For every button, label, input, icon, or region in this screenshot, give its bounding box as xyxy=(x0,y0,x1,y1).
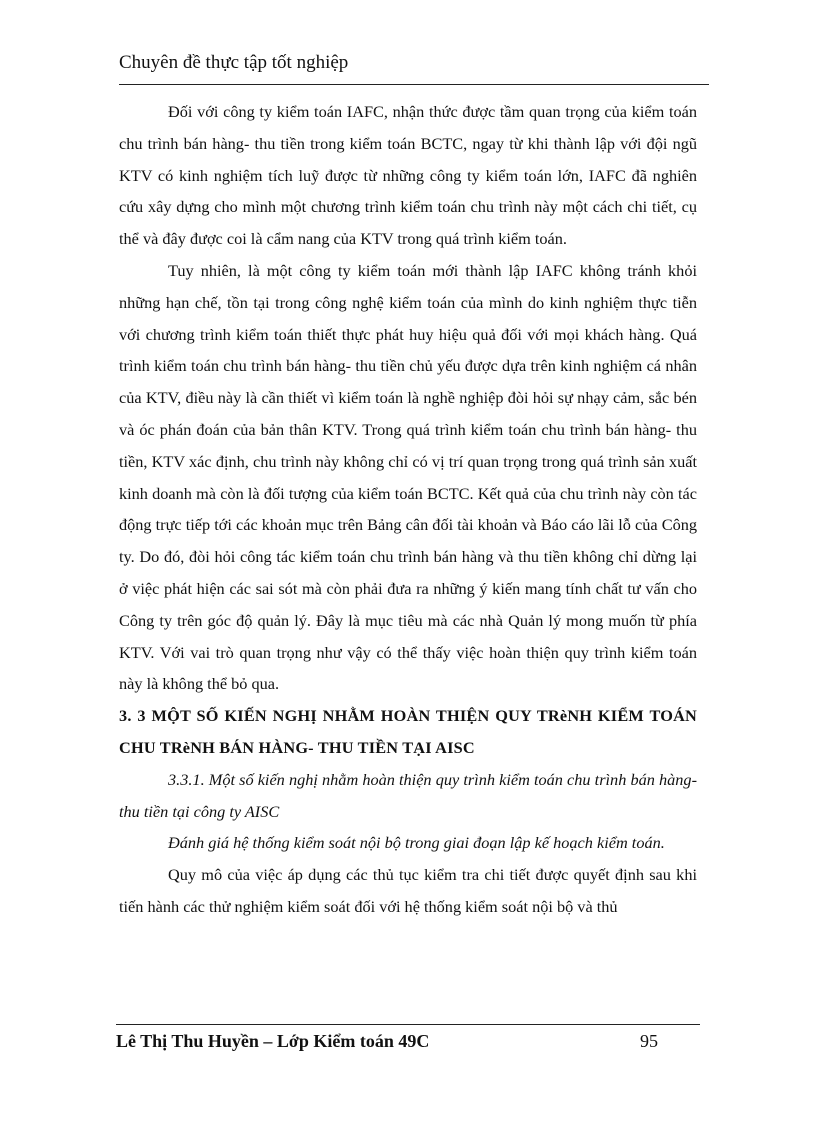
subsection-topic: Đánh giá hệ thống kiểm soát nội bộ trong giai đoạn lập kế hoạch kiểm toán. xyxy=(168,833,665,853)
footer-author: Lê Thị Thu Huyền – Lớp Kiểm toán 49C xyxy=(116,1031,430,1051)
section-heading: 3. 3 MỘT SỐ KIẾN NGHỊ NHẰM HOÀN THIỆN QUY TRèNH KIỂM TOÁN CHU TRèNH BÁN HÀNG- THU TIỀN TẠI AISC xyxy=(119,706,697,757)
page-number: 95 xyxy=(640,1031,658,1051)
header-title: Chuyên đề thực tập tốt nghiệp xyxy=(119,52,349,73)
paragraph-1: Đối với công ty kiểm toán IAFC, nhận thức được tầm quan trọng của kiểm toán chu trình bán hàng- thu tiền trong kiểm toán BCTC, ngay từ khi thành lập với đội ngũ KTV có kinh nghiệm tích luỹ được từ những công ty kiểm toán lớn, IAFC đã nghiên cứu xây dựng cho mình một chương trình kiểm toán chu trình này một cách chi tiết, cụ thể và đây được coi là cẩm nang của KTV trong quá trình kiểm toán. xyxy=(119,102,697,249)
document-body xyxy=(119,96,697,923)
footer-divider xyxy=(116,1024,700,1025)
paragraph-2: Tuy nhiên, là một công ty kiểm toán mới thành lập IAFC không tránh khỏi những hạn chế, tồn tại trong công nghệ kiểm toán của mình do kinh nghiệm thực tiễn với chương trình kiểm toán thiết thực phát huy hiệu quả đối với mọi khách hàng. Quá trình kiểm toán chu trình bán hàng- thu tiền chủ yếu được dựa trên kinh nghiệm cá nhân của KTV, điều này là cần thiết vì kiểm toán là nghề nghiệp đòi hỏi sự nhạy cảm, sắc bén và óc phán đoán của bản thân KTV. Trong quá trình kiểm toán chu trình bán hàng- thu tiền, KTV xác định, chu trình này không chỉ có vị trí quan trọng trong quá trình sản xuất kinh doanh mà còn là đối tượng của kiểm toán BCTC. Kết quả của chu trình này còn tác động trực tiếp tới các khoản mục trên Bảng cân đối tài khoản và Báo cáo lãi lỗ của Công ty. Do đó, đòi hỏi công tác kiểm toán chu trình bán hàng và thu tiền không chỉ dừng lại ở việc phát hiện các sai sót mà còn phải đưa ra những ý kiến mang tính chất tư vấn cho Công ty trên góc độ quản lý. Đây là mục tiêu mà các nhà Quản lý mong muốn từ phía KTV. Với vai trò quan trọng như vậy có thể thấy việc hoàn thiện quy trình kiểm toán này là không thể bỏ qua. xyxy=(119,260,697,694)
paragraph-3: Quy mô của việc áp dụng các thủ tục kiểm tra chi tiết được quyết định sau khi tiến hành các thử nghiệm kiểm soát đối với hệ thống kiểm soát nội bộ và thủ xyxy=(119,865,697,916)
header-divider xyxy=(119,84,709,85)
subsection-heading: 3.3.1. Một số kiến nghị nhằm hoàn thiện quy trình kiểm toán chu trình bán hàng- thu tiền tại công ty AISC xyxy=(119,769,697,821)
